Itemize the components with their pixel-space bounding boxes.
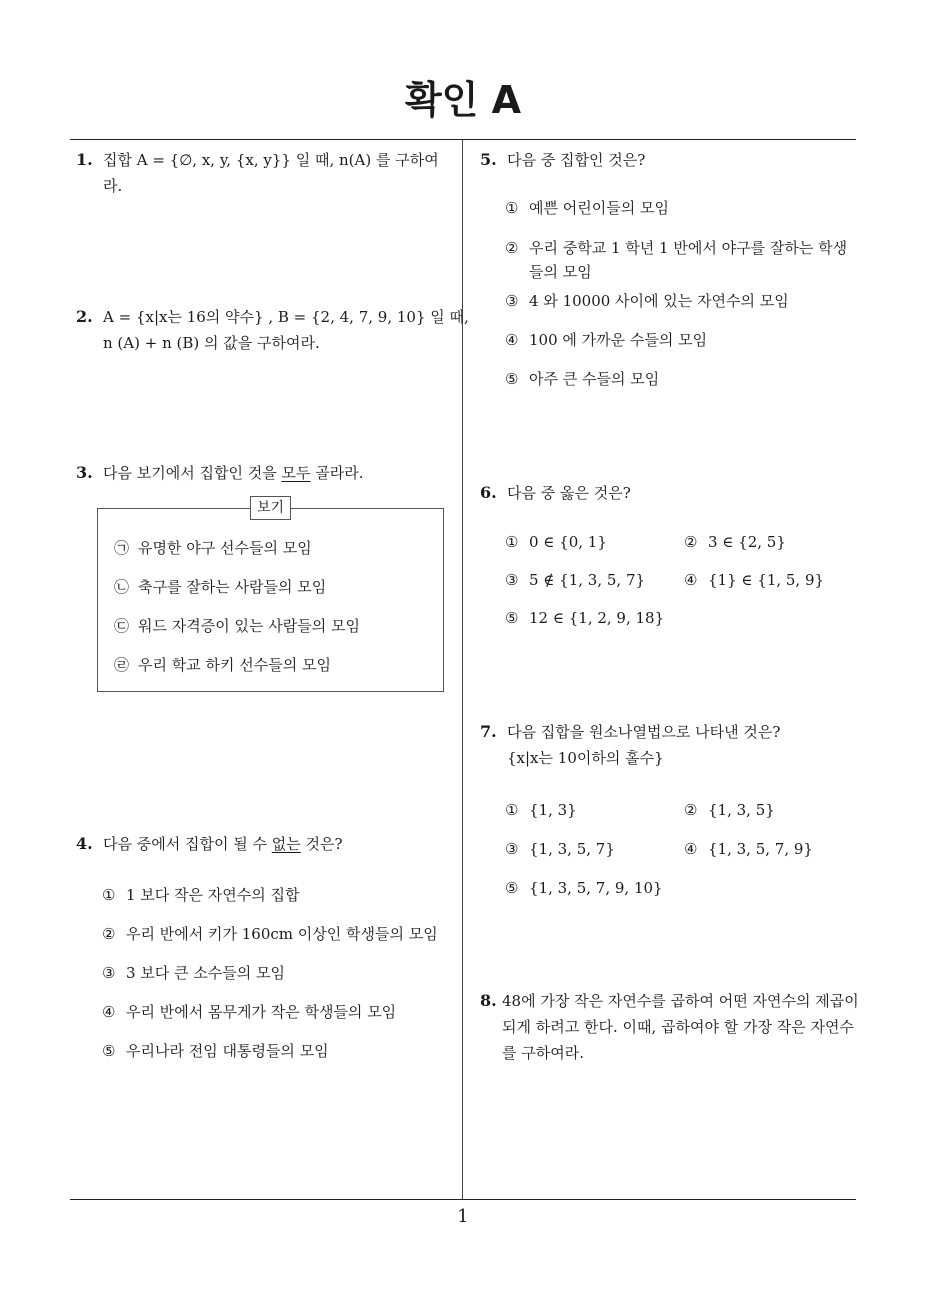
option-mark: ② bbox=[684, 533, 698, 551]
answer-option[interactable] bbox=[505, 877, 663, 899]
answer-option[interactable] bbox=[505, 236, 847, 284]
option-text: 3 ∈ {2, 5} bbox=[708, 533, 786, 551]
question-text-part: 다음 보기에서 집합인 것을 bbox=[103, 464, 282, 482]
question-line: 집합 A = {∅, x, y, {x, y}} 일 때, n(A) 를 구하여 bbox=[103, 151, 439, 169]
bogi-text: 워드 자격증이 있는 사람들의 모임 bbox=[138, 617, 360, 635]
bogi-item bbox=[114, 537, 312, 559]
question-line: 되게 하려고 한다. 이때, 곱하여야 할 가장 작은 자연수 bbox=[502, 1018, 854, 1036]
top-rule bbox=[70, 139, 856, 140]
question-text-part: 골라라. bbox=[310, 464, 364, 482]
answer-option[interactable] bbox=[684, 838, 813, 860]
option-mark: ④ bbox=[505, 331, 519, 349]
option-mark: ③ bbox=[102, 964, 116, 982]
question-number: 3. bbox=[76, 463, 93, 482]
option-text: 0 ∈ {0, 1} bbox=[529, 533, 607, 551]
option-mark: ④ bbox=[102, 1003, 116, 1021]
question-number: 7. bbox=[480, 722, 497, 741]
question-text bbox=[103, 831, 343, 857]
answer-option[interactable] bbox=[684, 799, 775, 821]
option-text: 우리 반에서 키가 160cm 이상인 학생들의 모임 bbox=[126, 925, 438, 943]
option-mark: ④ bbox=[684, 840, 698, 858]
option-mark: ⑤ bbox=[102, 1042, 116, 1060]
option-text: {1} ∈ {1, 5, 9} bbox=[708, 571, 825, 589]
option-mark: ② bbox=[505, 239, 519, 257]
option-text: {1, 3, 5, 7} bbox=[529, 840, 615, 858]
option-text: 우리 중학교 1 학년 1 반에서 야구를 잘하는 학생 bbox=[529, 239, 848, 257]
bogi-mark: ㉢ bbox=[114, 617, 130, 635]
option-mark: ⑤ bbox=[505, 879, 519, 897]
column-divider bbox=[462, 140, 463, 1200]
option-text: 100 에 가까운 수들의 모임 bbox=[529, 331, 708, 349]
page-number: 1 bbox=[457, 1206, 469, 1227]
question-line: 48에 가장 작은 자연수를 곱하여 어떤 자연수의 제곱이 bbox=[502, 992, 859, 1010]
question-number: 2. bbox=[76, 307, 93, 326]
question-number: 1. bbox=[76, 150, 93, 169]
answer-option[interactable] bbox=[505, 607, 664, 629]
answer-option[interactable] bbox=[505, 799, 577, 821]
question-number: 6. bbox=[480, 483, 497, 502]
bogi-text: 우리 학교 하키 선수들의 모임 bbox=[138, 656, 331, 674]
question-text-part: 것은? bbox=[300, 835, 343, 853]
question-text: 다음 중 집합인 것은? bbox=[507, 151, 646, 169]
option-mark: ① bbox=[505, 801, 519, 819]
bogi-label: 보기 bbox=[250, 496, 291, 520]
question-line: n (A) + n (B) 의 값을 구하여라. bbox=[103, 334, 320, 352]
page-title: 확인 A bbox=[404, 78, 522, 122]
emphasis-underline: 없는 bbox=[271, 835, 301, 853]
question-number: 4. bbox=[76, 834, 93, 853]
option-text: 4 와 10000 사이에 있는 자연수의 모임 bbox=[529, 292, 789, 310]
question-line: 를 구하여라. bbox=[502, 1044, 584, 1062]
answer-option[interactable] bbox=[505, 290, 789, 312]
answer-option[interactable] bbox=[684, 531, 786, 553]
option-text: 우리나라 전임 대통령들의 모임 bbox=[126, 1042, 329, 1060]
bogi-item bbox=[114, 615, 360, 637]
option-mark: ① bbox=[505, 199, 519, 217]
emphasis-underline: 모두 bbox=[281, 464, 311, 482]
option-mark: ① bbox=[505, 533, 519, 551]
bogi-mark: ㉠ bbox=[114, 539, 130, 557]
option-text: {1, 3, 5} bbox=[708, 801, 775, 819]
option-text: 12 ∈ {1, 2, 9, 18} bbox=[529, 609, 665, 627]
question-text bbox=[507, 719, 780, 771]
option-mark: ③ bbox=[505, 292, 519, 310]
option-mark: ⑤ bbox=[505, 370, 519, 388]
question-line: 라. bbox=[103, 177, 123, 195]
answer-option[interactable] bbox=[505, 838, 615, 860]
question-text bbox=[103, 304, 469, 356]
answer-option[interactable] bbox=[102, 1040, 329, 1062]
bottom-rule bbox=[70, 1199, 856, 1200]
option-text: 1 보다 작은 자연수의 집합 bbox=[126, 886, 300, 904]
bogi-text: 유명한 야구 선수들의 모임 bbox=[138, 539, 312, 557]
option-text: 예쁜 어린이들의 모임 bbox=[529, 199, 669, 217]
option-text: {1, 3, 5, 7, 9, 10} bbox=[529, 879, 663, 897]
option-text: 5 ∉ {1, 3, 5, 7} bbox=[529, 571, 646, 589]
question-text bbox=[103, 460, 363, 486]
option-text: {1, 3} bbox=[529, 801, 577, 819]
question-text bbox=[502, 988, 859, 1066]
answer-option[interactable] bbox=[102, 884, 300, 906]
answer-option[interactable] bbox=[102, 923, 438, 945]
question-line: 다음 집합을 원소나열법으로 나타낸 것은? bbox=[507, 723, 781, 741]
option-mark: ② bbox=[684, 801, 698, 819]
answer-option[interactable] bbox=[505, 531, 607, 553]
question-number: 5. bbox=[480, 150, 497, 169]
question-line: {x|x는 10이하의 홀수} bbox=[507, 749, 664, 767]
answer-option[interactable] bbox=[684, 569, 824, 591]
answer-option[interactable] bbox=[102, 1001, 396, 1023]
option-text: 3 보다 큰 소수들의 모임 bbox=[126, 964, 286, 982]
question-text-part: 다음 중에서 집합이 될 수 bbox=[103, 835, 272, 853]
option-text: 들의 모임 bbox=[529, 263, 592, 281]
bogi-text: 축구를 잘하는 사람들의 모임 bbox=[138, 578, 327, 596]
answer-option[interactable] bbox=[102, 962, 285, 984]
question-text bbox=[103, 147, 439, 199]
question-text: 다음 중 옳은 것은? bbox=[507, 484, 631, 502]
bogi-item bbox=[114, 576, 326, 598]
option-text: 우리 반에서 몸무게가 작은 학생들의 모임 bbox=[126, 1003, 397, 1021]
option-mark: ④ bbox=[684, 571, 698, 589]
question-number: 8. bbox=[480, 991, 497, 1010]
bogi-mark: ㉡ bbox=[114, 578, 130, 596]
option-text: {1, 3, 5, 7, 9} bbox=[708, 840, 813, 858]
option-mark: ① bbox=[102, 886, 116, 904]
question-line: A = {x|x는 16의 약수} , B = {2, 4, 7, 9, 10} 일 때, bbox=[103, 308, 469, 326]
answer-option[interactable] bbox=[505, 197, 669, 219]
option-mark: ② bbox=[102, 925, 116, 943]
answer-option[interactable] bbox=[505, 368, 659, 390]
option-mark: ③ bbox=[505, 840, 519, 858]
option-mark: ⑤ bbox=[505, 609, 519, 627]
bogi-item bbox=[114, 654, 331, 676]
answer-option[interactable] bbox=[505, 329, 707, 351]
option-text: 아주 큰 수들의 모임 bbox=[529, 370, 660, 388]
option-mark: ③ bbox=[505, 571, 519, 589]
answer-option[interactable] bbox=[505, 569, 645, 591]
bogi-mark: ㉣ bbox=[114, 656, 130, 674]
